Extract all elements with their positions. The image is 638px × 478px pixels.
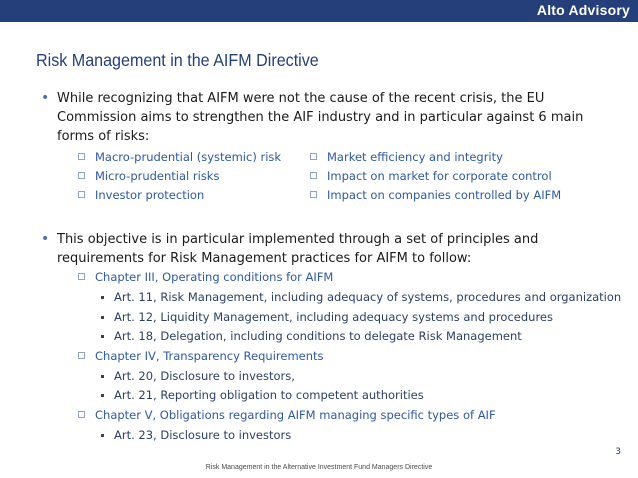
bullet-dot-icon: • <box>41 90 50 106</box>
article-item <box>114 290 621 304</box>
chapter-item <box>95 408 496 422</box>
article-text: Art. 12, Liquidity Management, including adequacy systems and procedures <box>114 310 553 324</box>
small-bullet-icon <box>101 335 104 338</box>
risk-item <box>327 169 552 183</box>
slide-title: Risk Management in the AIFM Directive <box>36 50 319 70</box>
square-bullet-icon <box>78 273 85 280</box>
article-text: Art. 23, Disclosure to investors <box>114 428 292 442</box>
bullet-text: This objective is in particular implemented through a set of principles and requirements for Risk Management practices for AIFM to follow: <box>57 232 539 266</box>
article-item <box>114 369 295 383</box>
risk-item <box>327 150 503 164</box>
chapter-item <box>95 349 324 363</box>
square-bullet-icon <box>78 352 85 359</box>
chapter-item <box>95 270 333 284</box>
chapter-title: Chapter IV, Transparency Requirements <box>95 349 324 363</box>
square-bullet-icon <box>310 172 317 179</box>
footer-text: Risk Management in the Alternative Investment Fund Managers Directive <box>205 464 433 471</box>
risk-item <box>95 169 219 183</box>
bullet-dot-icon: • <box>41 231 50 247</box>
small-bullet-icon <box>101 394 104 397</box>
risk-label: Micro-prudential risks <box>95 169 220 183</box>
square-bullet-icon <box>78 411 85 418</box>
small-bullet-icon <box>101 434 104 437</box>
risk-label: Market efficiency and integrity <box>327 150 503 164</box>
article-text: Art. 18, Delegation, including conditions to delegate Risk Management <box>114 329 522 343</box>
small-bullet-icon <box>101 296 104 299</box>
risk-item <box>327 188 561 202</box>
bullet-text: While recognizing that AIFM were not the cause of the recent crisis, the EU Commission aims to strengthen the AIF industry and in particular against 6 main forms of risks: <box>57 91 584 144</box>
square-bullet-icon <box>78 172 85 179</box>
risk-label: Investor protection <box>95 188 205 202</box>
bullet-objective <box>41 230 617 268</box>
article-item <box>114 428 291 442</box>
article-item <box>114 329 522 343</box>
square-bullet-icon <box>78 191 85 198</box>
risk-item <box>95 188 204 202</box>
risk-item <box>95 150 281 164</box>
square-bullet-icon <box>78 153 85 160</box>
small-bullet-icon <box>101 375 104 378</box>
risk-label: Macro-prudential (systemic) risk <box>95 150 282 164</box>
page-number: 3 <box>615 447 621 457</box>
risk-label: Impact on market for corporate control <box>327 169 552 183</box>
square-bullet-icon <box>310 153 317 160</box>
article-text: Art. 11, Risk Management, including adequacy of systems, procedures and organization <box>114 290 622 304</box>
article-text: Art. 21, Reporting obligation to competent authorities <box>114 388 424 402</box>
risk-label: Impact on companies controlled by AIFM <box>327 188 562 202</box>
small-bullet-icon <box>101 316 104 319</box>
chapter-title: Chapter III, Operating conditions for AIFM <box>95 270 334 284</box>
square-bullet-icon <box>310 191 317 198</box>
article-item <box>114 388 424 402</box>
chapter-title: Chapter V, Obligations regarding AIFM managing specific types of AIF <box>95 408 496 422</box>
article-text: Art. 20, Disclosure to investors, <box>114 369 295 383</box>
bullet-risks-intro <box>41 89 617 146</box>
header-bar <box>0 0 638 22</box>
article-item <box>114 310 553 324</box>
brand-name: Alto Advisory <box>536 2 630 18</box>
